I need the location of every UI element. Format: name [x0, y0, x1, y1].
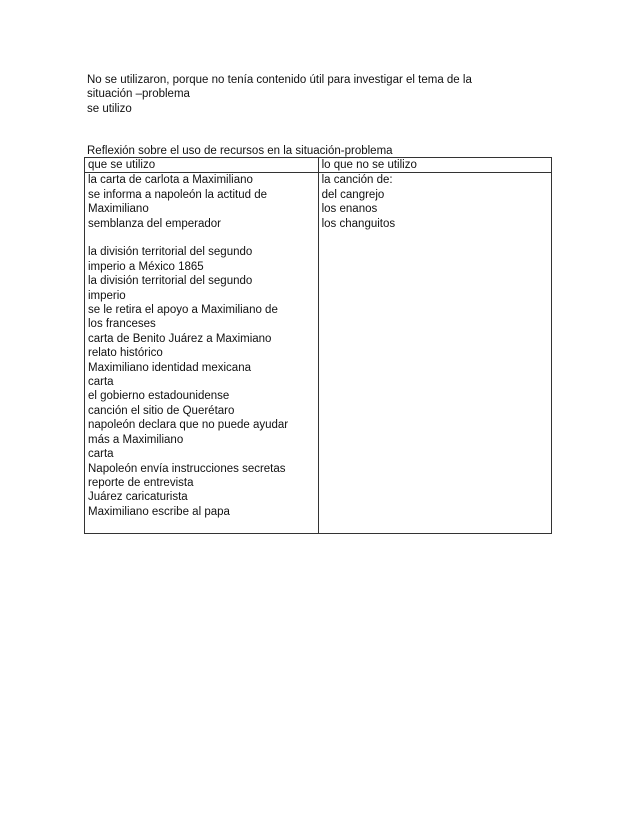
header-used: que se utilizo — [85, 158, 319, 173]
resources-table — [84, 157, 552, 534]
intro-paragraph — [87, 73, 547, 116]
used-resources-cell — [85, 173, 319, 534]
table-row — [85, 173, 552, 534]
list-item: el gobierno estadounidense — [88, 390, 230, 403]
list-item: los enanos — [321, 203, 378, 216]
not-used-resources-cell — [318, 173, 551, 534]
table-header-row — [85, 158, 552, 173]
list-item: carta — [88, 448, 114, 461]
intro-line: No se utilizaron, porque no tenía contenido útil para investigar el tema de la — [87, 74, 472, 86]
list-item: carta de Benito Juárez a Maximiano — [88, 332, 272, 345]
list-item: imperio — [88, 289, 126, 302]
list-item: Maximiliano — [88, 203, 149, 216]
header-not-used: lo que no se utilizo — [318, 158, 551, 173]
list-item: Maximiliano escribe al papa — [88, 505, 230, 518]
list-item: del cangrejo — [321, 188, 385, 201]
list-item: canción el sitio de Querétaro — [88, 404, 235, 417]
list-item: Maximiliano identidad mexicana — [88, 361, 251, 374]
list-item: se le retira el apoyo a Maximiliano de — [88, 304, 278, 317]
list-item: napoleón declara que no puede ayudar — [88, 419, 289, 432]
list-item: Juárez caricaturista — [88, 491, 188, 504]
list-item: se informa a napoleón la actitud de — [88, 188, 268, 201]
blank-line — [88, 231, 315, 245]
list-item: la división territorial del segundo — [88, 275, 253, 288]
list-item: relato histórico — [88, 347, 163, 360]
section-title: Reflexión sobre el uso de recursos en la situación-problema — [87, 145, 393, 157]
list-item: semblanza del emperador — [88, 217, 221, 230]
list-item: la carta de carlota a Maximiliano — [88, 174, 253, 187]
list-item: los franceses — [88, 318, 156, 331]
list-item: más a Maximiliano — [88, 433, 184, 446]
intro-line: situación –problema — [87, 88, 190, 101]
list-item: reporte de entrevista — [88, 476, 194, 489]
intro-line: se utilizo — [87, 102, 132, 115]
list-item: Napoleón envía instrucciones secretas — [88, 462, 286, 475]
list-item: los changuitos — [321, 217, 396, 230]
list-item: la canción de: — [321, 174, 393, 187]
list-item: carta — [88, 376, 114, 389]
list-item: imperio a México 1865 — [88, 260, 204, 273]
list-item: la división territorial del segundo — [88, 246, 253, 259]
